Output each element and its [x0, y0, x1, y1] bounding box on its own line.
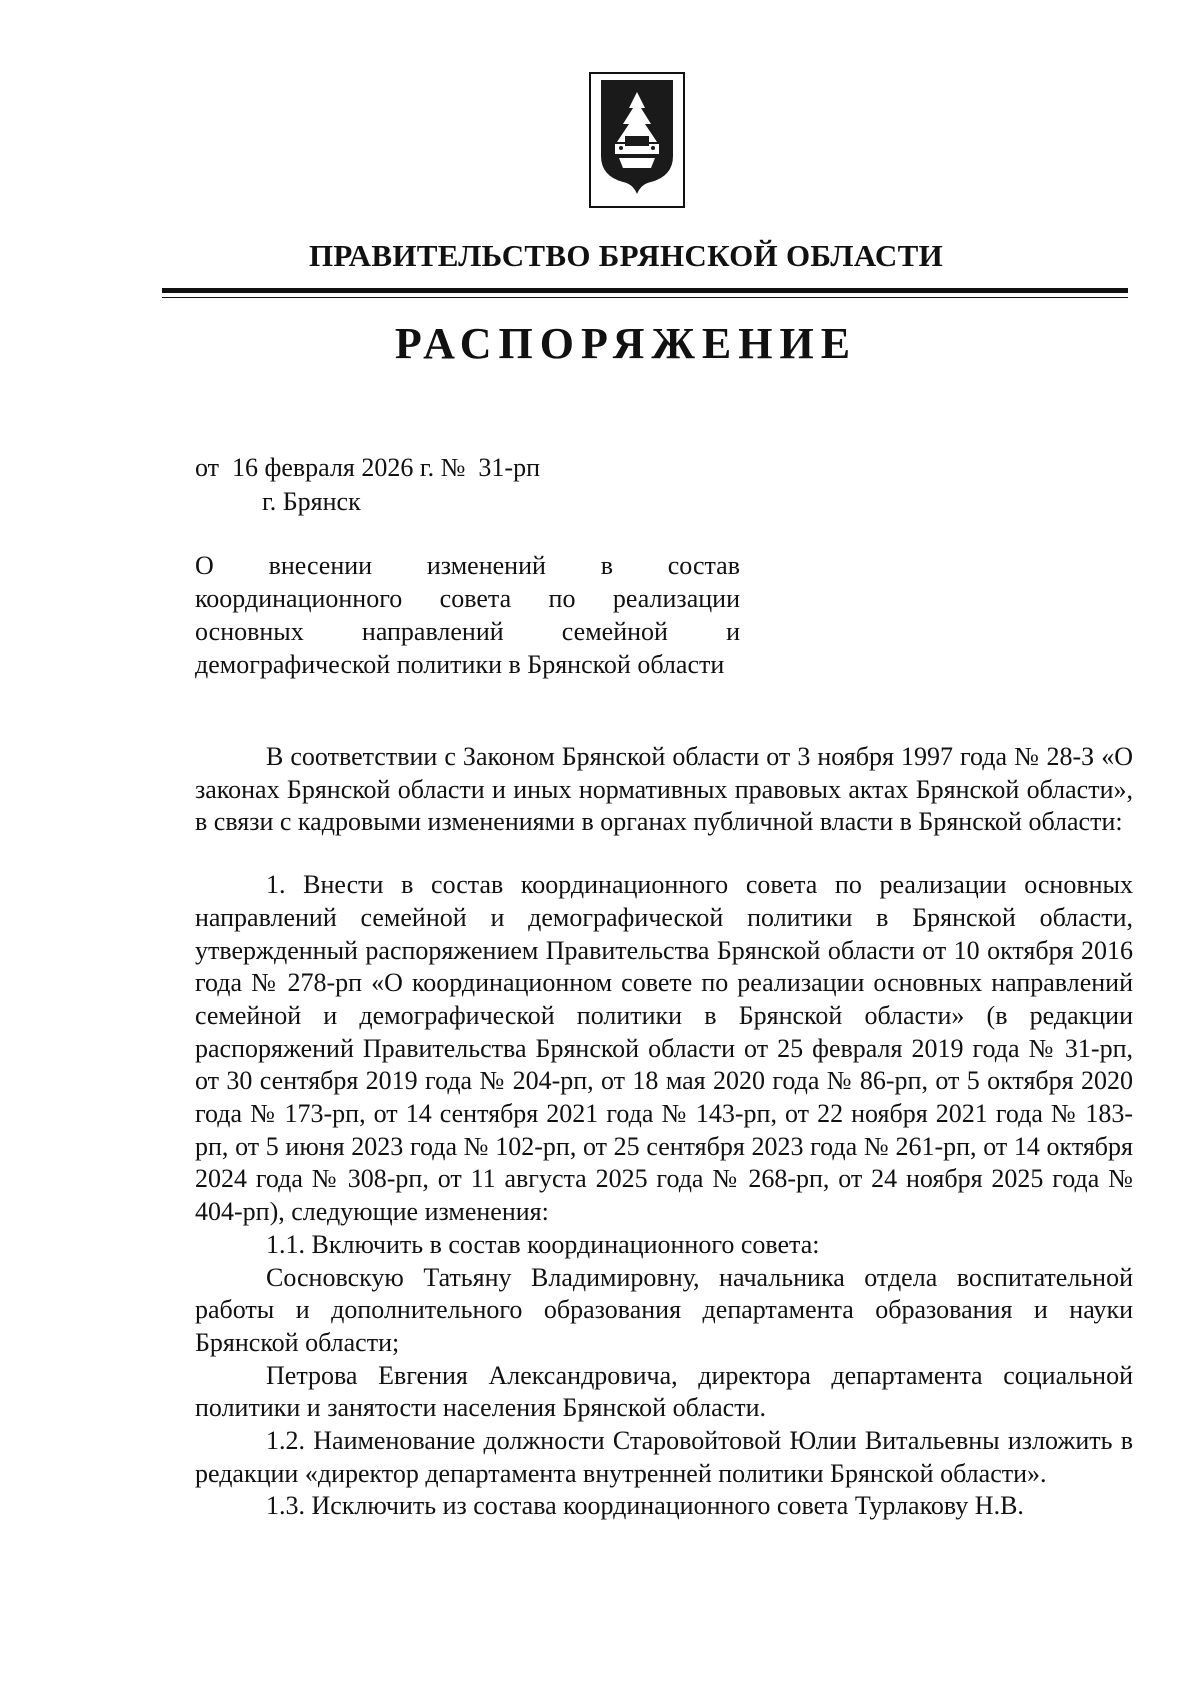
bryansk-coat-of-arms-icon [589, 72, 685, 208]
member-2-paragraph: Петрова Евгения Александровича, директора департамента социальной политики и занятости населения Брянской области. [195, 1360, 1133, 1423]
document-subject: О внесении изменений в состав координационного совета по реализации основных направлений семейной и демографической политики в Брянской области [195, 551, 740, 679]
document-city: г. Брянск [262, 487, 361, 516]
item-1-3-paragraph: 1.3. Исключить из состава координационного совета Турлакову Н.В. [266, 1491, 1024, 1521]
item-1-2-paragraph: 1.2. Наименование должности Старовойтовой Юлии Витальевны изложить в редакции «директор департамента внутренней политики Брянской области». [195, 1426, 1133, 1488]
document-type-title: РАСПОРЯЖЕНИЕ [394, 319, 858, 368]
header-rule-thick [162, 288, 1128, 293]
member-1-paragraph: Сосновскую Татьяну Владимировну, начальника отдела воспитательной работы и дополнительного образования департамента образования и науки Брянской области; [195, 1262, 1133, 1357]
header-rule-thin [162, 297, 1128, 298]
item-1-1-paragraph: 1.1. Включить в состав координационного совета: [266, 1229, 820, 1259]
document-date-number: от 16 февраля 2026 г. № 31-рп [195, 453, 540, 482]
item-1-paragraph: 1. Внести в состав координационного совета по реализации основных направлений семейной и демографической политики в Брянской области, утвержденный распоряжением Правительства Брянской области от 10 октября 2016 года № 278-рп «О координационном совете по реализации основных направлений семейной и демографической политики в Брянской области» (в редакции распоряжений Правительства Брянской области от 25 февраля 2019 года № 31-рп, от 30 сентября 2019 года № 204-рп, от 18 мая 2020 года № 86-рп, от 5 октября 2020 года № 173-рп, от 14 сентября 2021 года № 143-рп, от 22 ноября 2021 года № 183-рп, от 5 июня 2023 года № 102-рп, от 25 сентября 2023 года № 261-рп, от 14 октября 2024 года № 308-рп, от 11 августа 2025 года № 268-рп, от 24 ноября 2025 года № 404-рп), следующие изменения: [195, 870, 1133, 1227]
preamble-paragraph: В соответствии с Законом Брянской области от 3 ноября 1997 года № 28-З «О законах Брянской области и иных нормативных правовых актах Брянской области», в связи с кадровыми изменениями в органах публичной власти в Брянской области: [195, 742, 1133, 837]
document-body [195, 741, 1133, 1523]
organization-title: ПРАВИТЕЛЬСТВО БРЯНСКОЙ ОБЛАСТИ [308, 238, 944, 273]
